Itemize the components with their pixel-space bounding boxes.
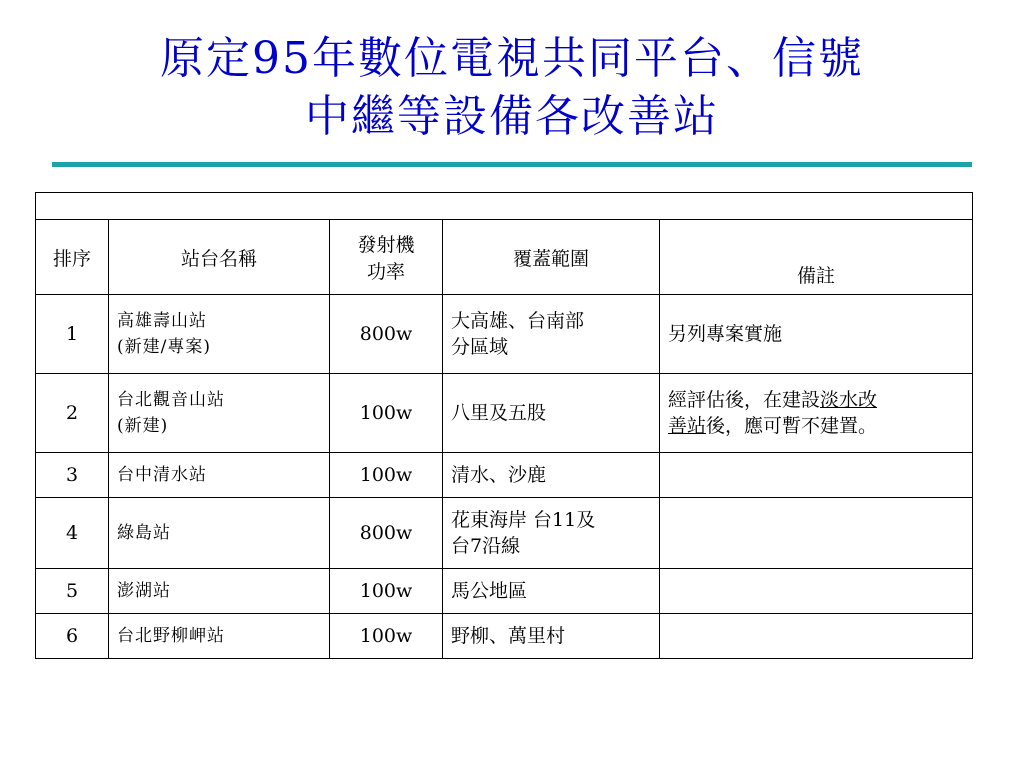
rank-cell: 4 xyxy=(36,498,109,569)
note-cell: 另列專案實施 xyxy=(660,295,973,374)
header-note: 備註 xyxy=(660,220,973,295)
coverage-line2: 台7沿線 xyxy=(451,535,521,557)
coverage-line1: 大高雄、台南部 xyxy=(451,310,585,332)
station-name: 台北野柳岬站 xyxy=(117,626,225,646)
rank-cell: 2 xyxy=(36,374,109,453)
station-name: 台北觀音山站 xyxy=(117,390,225,410)
note-cell xyxy=(660,614,973,659)
station-name-cell xyxy=(109,569,330,614)
note-cell xyxy=(660,569,973,614)
power-cell: 800w xyxy=(330,498,443,569)
station-name-cell xyxy=(109,295,330,374)
coverage-cell xyxy=(443,374,660,453)
coverage-line1: 馬公地區 xyxy=(451,580,528,602)
note-text-cont: 後，應可暫不建置。 xyxy=(706,415,878,437)
power-cell: 100w xyxy=(330,453,443,498)
coverage-cell xyxy=(443,295,660,374)
coverage-line1: 花東海岸 台11及 xyxy=(451,509,596,531)
note-cell xyxy=(660,498,973,569)
coverage-cell xyxy=(443,453,660,498)
table-row xyxy=(36,498,973,569)
title-line-1: 原定95年數位電視共同平台、信號 xyxy=(160,33,864,84)
table-blank-row xyxy=(36,193,973,220)
coverage-cell xyxy=(443,498,660,569)
note-text: 經評估後，在建設 xyxy=(668,389,821,411)
station-name: 綠島站 xyxy=(117,523,171,543)
coverage-cell xyxy=(443,614,660,659)
station-name: 澎湖站 xyxy=(117,581,171,601)
table-row xyxy=(36,453,973,498)
header-power-line1: 發射機 xyxy=(357,234,415,256)
power-cell: 100w xyxy=(330,374,443,453)
title-divider xyxy=(52,162,972,167)
note-underlined-station: 淡水改 xyxy=(820,389,878,411)
station-name: 高雄壽山站 xyxy=(117,311,207,331)
table-row xyxy=(36,569,973,614)
power-cell: 100w xyxy=(330,614,443,659)
slide-title xyxy=(40,30,984,146)
table-row xyxy=(36,295,973,374)
station-name-cell xyxy=(109,374,330,453)
header-name: 站台名稱 xyxy=(109,220,330,295)
header-power-line2: 功率 xyxy=(366,261,405,283)
stations-table xyxy=(35,192,973,659)
station-name-cell xyxy=(109,614,330,659)
table-row xyxy=(36,614,973,659)
title-line-2: 中繼等設備各改善站 xyxy=(305,91,719,142)
table-row xyxy=(36,374,973,453)
header-coverage: 覆蓋範圍 xyxy=(443,220,660,295)
header-power xyxy=(330,220,443,295)
table-header-row xyxy=(36,220,973,295)
rank-cell: 6 xyxy=(36,614,109,659)
coverage-line2: 分區域 xyxy=(451,336,509,358)
power-cell: 100w xyxy=(330,569,443,614)
coverage-cell xyxy=(443,569,660,614)
station-type: (新建) xyxy=(117,416,169,436)
note-cell xyxy=(660,374,973,453)
power-cell: 800w xyxy=(330,295,443,374)
rank-cell: 3 xyxy=(36,453,109,498)
coverage-line1: 八里及五股 xyxy=(451,402,547,424)
rank-cell: 1 xyxy=(36,295,109,374)
coverage-line1: 野柳、萬里村 xyxy=(451,625,566,647)
note-cell xyxy=(660,453,973,498)
station-name: 台中清水站 xyxy=(117,465,207,485)
station-name-cell xyxy=(109,498,330,569)
station-type: (新建/專案) xyxy=(117,337,211,357)
station-name-cell xyxy=(109,453,330,498)
rank-cell: 5 xyxy=(36,569,109,614)
note-underlined-station-cont: 善站 xyxy=(668,415,707,437)
header-rank: 排序 xyxy=(36,220,109,295)
blank-cell xyxy=(36,193,973,220)
coverage-line1: 清水、沙鹿 xyxy=(451,464,547,486)
